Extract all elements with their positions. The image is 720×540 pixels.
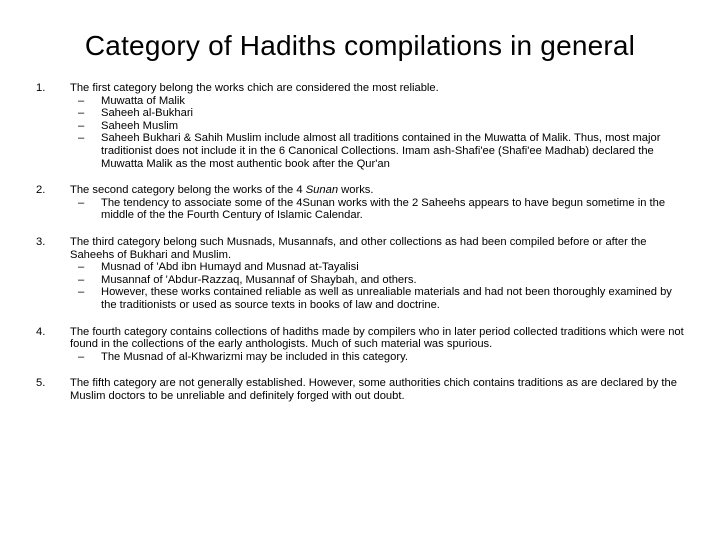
item-spacer bbox=[36, 312, 686, 326]
category-item-2 bbox=[36, 184, 686, 222]
dash-bullet: – bbox=[78, 107, 85, 120]
item-text-part: The second category belong the works of the 4 bbox=[70, 184, 306, 197]
sub-item-text: Musnad of 'Abd ibn Humayd and Musnad at-Tayalisi bbox=[101, 261, 359, 274]
item-spacer bbox=[36, 363, 686, 377]
dash-bullet: – bbox=[78, 286, 85, 299]
item-text-part: works. bbox=[338, 184, 374, 197]
dash-bullet: – bbox=[78, 350, 85, 363]
item-text-emphasis: Sunan bbox=[305, 184, 339, 197]
sub-list bbox=[70, 351, 686, 364]
sub-item-text: The Musnad of al-Khwarizmi may be included in this category. bbox=[101, 350, 408, 363]
sub-item-text: However, these works contained reliable as well as unrealiable materials and had not been thoroughly examined by the traditionists or used as source texts in books of law and doctrine. bbox=[101, 286, 672, 311]
sub-item bbox=[70, 95, 686, 108]
sub-item bbox=[70, 351, 686, 364]
dash-bullet: – bbox=[78, 94, 85, 107]
item-spacer bbox=[36, 170, 686, 184]
item-text: The first category belong the works chich are considered the most reliable. bbox=[70, 82, 439, 94]
item-number: 2. bbox=[36, 184, 46, 197]
sub-item bbox=[70, 120, 686, 133]
sub-item bbox=[70, 286, 686, 311]
sub-item bbox=[70, 107, 686, 120]
sub-item-text: The tendency to associate some of the 4Sunan works with the 2 Saheehs appears to have begun sometime in the middle of the the Fourth Century of Islamic Calendar. bbox=[101, 196, 666, 222]
item-number: 4. bbox=[36, 325, 46, 338]
slide-title: Category of Hadiths compilations in general bbox=[84, 30, 636, 61]
item-text bbox=[70, 184, 686, 197]
item-text: The fifth category are not generally established. However, some authorities chich contains traditions as are declared by the Muslim doctors to be unreliable and definitely forged with out doubt. bbox=[70, 377, 677, 402]
sub-list bbox=[70, 197, 686, 222]
sub-list bbox=[70, 95, 686, 171]
category-item-3 bbox=[36, 236, 686, 312]
sub-item-text: Saheeh al-Bukhari bbox=[101, 107, 194, 120]
item-number: 3. bbox=[36, 235, 46, 248]
dash-bullet: – bbox=[78, 132, 85, 145]
dash-bullet: – bbox=[78, 196, 85, 209]
sub-item-text: Musannaf of 'Abdur-Razzaq, Musannaf of Shaybah, and others. bbox=[101, 273, 417, 286]
item-text: The third category belong such Musnads, Musannafs, and other collections as had been compiled before or after the Saheehs of Bukhari and Muslim. bbox=[70, 235, 647, 261]
sub-item-text: Muwatta of Malik bbox=[101, 94, 185, 107]
sub-item bbox=[70, 197, 686, 222]
category-item-1 bbox=[36, 82, 686, 170]
category-item-4 bbox=[36, 326, 686, 364]
sub-item bbox=[70, 274, 686, 287]
sub-item-text: Saheeh Muslim bbox=[101, 119, 179, 132]
sub-list bbox=[70, 261, 686, 311]
item-number: 1. bbox=[36, 82, 46, 94]
sub-item-text: Saheeh Bukhari & Sahih Muslim include almost all traditions contained in the Muwatta of Malik. Thus, most major traditionist does not include it in the 6 Canonical Collections. Imam ash-Shafi'ee (Shafi'ee Madhab) declared the Muwatta Malik as the most authentic book after the Qur'an bbox=[101, 132, 661, 170]
dash-bullet: – bbox=[78, 273, 85, 286]
dash-bullet: – bbox=[78, 261, 85, 274]
dash-bullet: – bbox=[78, 119, 85, 132]
category-item-5 bbox=[36, 377, 686, 402]
category-list bbox=[36, 82, 686, 402]
item-text: The fourth category contains collections of hadiths made by compilers who in later period collected traditions which were not found in the collections of the early anthologists. Much of such material was spurious. bbox=[70, 325, 684, 351]
item-spacer bbox=[36, 222, 686, 236]
sub-item bbox=[70, 132, 686, 170]
sub-item bbox=[70, 261, 686, 274]
item-number: 5. bbox=[36, 377, 46, 390]
